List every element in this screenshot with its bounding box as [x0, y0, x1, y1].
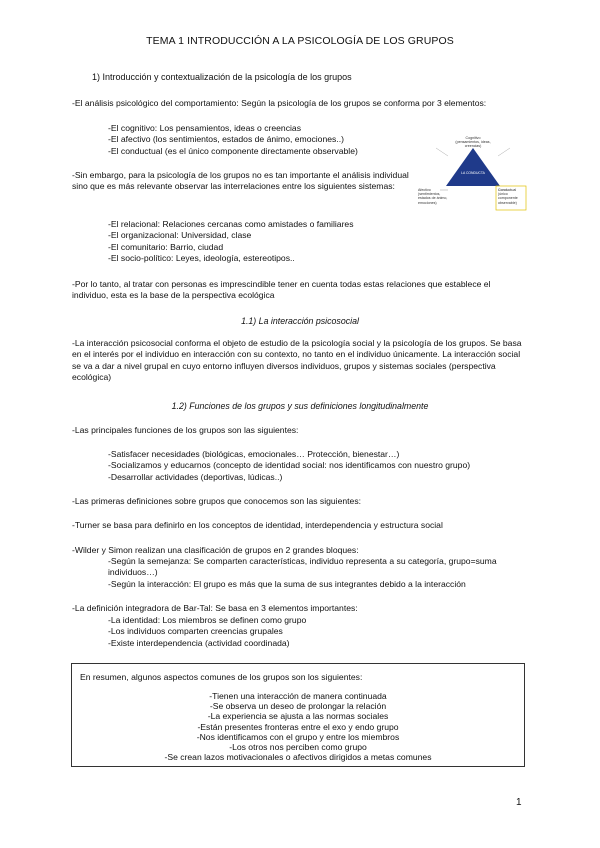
- list-item: -El socio-político: Leyes, ideología, estereotipos..: [108, 252, 295, 263]
- list-item: -El relacional: Relaciones cercanas como amistades o familiares: [108, 219, 354, 229]
- paragraph: -Por lo tanto, al tratar con personas es imprescindible tener en cuenta todas estas relaciones que establece el individuo, esta es la base de la perspectiva ecológica: [72, 279, 491, 301]
- paragraph: -Sin embargo, para la psicología de los grupos no es tan importante el análisis individual sino que es más relevante observar las interrelaciones entre los siguientes sistemas:: [72, 170, 409, 192]
- list-item: -El cognitivo: Los pensamientos, ideas o creencias: [108, 123, 301, 133]
- paragraph: -Las primeras definiciones sobre grupos que conocemos son las siguientes:: [72, 496, 362, 506]
- subsection-heading: 1.1) La interacción psicosocial: [241, 316, 359, 326]
- subsection-heading: 1.2) Funciones de los grupos y sus definiciones longitudinalmente: [171, 401, 429, 411]
- summary-item: -La experiencia se ajusta a las normas sociales: [207, 711, 389, 722]
- page-number: 1: [516, 797, 522, 808]
- list-item: -Existe interdependencia (actividad coordinada): [108, 637, 290, 648]
- list-item: -El organizacional: Universidad, clase: [108, 230, 252, 241]
- diagram-top-label: Cognitivo (pensamientos, ideas, creencias): [455, 136, 491, 149]
- section-heading: 1) Introducción y contextualización de la psicología de los grupos: [92, 72, 352, 82]
- list-item: -Los individuos comparten creencias grupales: [108, 626, 283, 637]
- diagram-center-label: LA CONDUCTA: [461, 171, 485, 175]
- bartal-list: [108, 615, 538, 649]
- summary-item: -Tienen una interacción de manera continuada: [209, 691, 387, 701]
- page-title: TEMA 1 INTRODUCCIÓN A LA PSICOLOGÍA DE LOS GRUPOS: [146, 35, 454, 47]
- summary-item: -Se observa un deseo de prolongar la relación: [209, 701, 387, 712]
- summary-item: -Nos identificamos con el grupo y entre los miembros: [196, 731, 400, 742]
- paragraph: -Wilder y Simon realizan una clasificación de grupos en 2 grandes bloques:: [72, 545, 359, 555]
- paragraph: -Las principales funciones de los grupos son las siguientes:: [72, 425, 299, 435]
- summary-box: [71, 663, 525, 767]
- diagram-right-label: Conductual (único componente observable): [498, 188, 518, 205]
- list-item: -Según la semejanza: Se comparten características, individuo representa a su categoría, grupo=suma individuos…): [108, 556, 497, 578]
- list-item: -El conductual (es el único componente directamente observable): [108, 145, 358, 156]
- list-item: -Desarrollar actividades (deportivas, lúdicas..): [108, 471, 283, 482]
- paragraph: -Turner se basa para definirlo en los conceptos de identidad, interdependencia y estructura social: [72, 520, 443, 530]
- paragraph: -La interacción psicosocial conforma el objeto de estudio de la psicología social y la psicología de los grupos. Se basa en el interés por el individuo en interacción con su contexto, no tanto en el individuo únicamente. La interacción social se va a dar a nivel grupal en cuyo entorno influyen diversos individuos, grupos y sistemas sociales (perspectiva ecológica): [72, 338, 522, 382]
- summary-item: -Se crean lazos motivacionales o afectivos dirigidos a metas comunes: [164, 752, 432, 763]
- summary-items: [72, 691, 524, 762]
- list-item: -Según la interacción: El grupo es más que la suma de sus integrantes debido a la interacción: [108, 578, 466, 589]
- systems-list: [108, 219, 538, 264]
- wilder-list: [108, 556, 533, 590]
- summary-item: -Los otros nos perciben como grupo: [229, 742, 367, 753]
- list-item: -El comunitario: Barrio, ciudad: [108, 241, 224, 252]
- behaviour-triangle-diagram: [418, 134, 528, 214]
- functions-list: [108, 449, 538, 483]
- list-item: -El afectivo (los sentimientos, estados de ánimo, emociones..): [108, 134, 344, 145]
- summary-item: -Están presentes fronteras entre el exo y endo grupo: [197, 721, 399, 732]
- paragraph: -La definición integradora de Bar-Tal: Se basa en 3 elementos importantes:: [72, 603, 358, 613]
- summary-intro: En resumen, algunos aspectos comunes de los grupos son los siguientes:: [80, 672, 363, 682]
- list-item: -Satisfacer necesidades (biológicas, emocionales… Protección, bienestar…): [108, 449, 400, 459]
- diagram-left-label: Afectivo (sentimientos, estados de ánimo, emociones): [418, 188, 448, 205]
- triangle-shape: [446, 148, 500, 186]
- list-item: -Socializamos y educarnos (concepto de identidad social: nos identificamos con nuestro grupo): [108, 460, 471, 471]
- list-item: -La identidad: Los miembros se definen como grupo: [108, 615, 307, 625]
- paragraph: -El análisis psicológico del comportamiento: Según la psicología de los grupos se conforma por 3 elementos:: [72, 98, 487, 108]
